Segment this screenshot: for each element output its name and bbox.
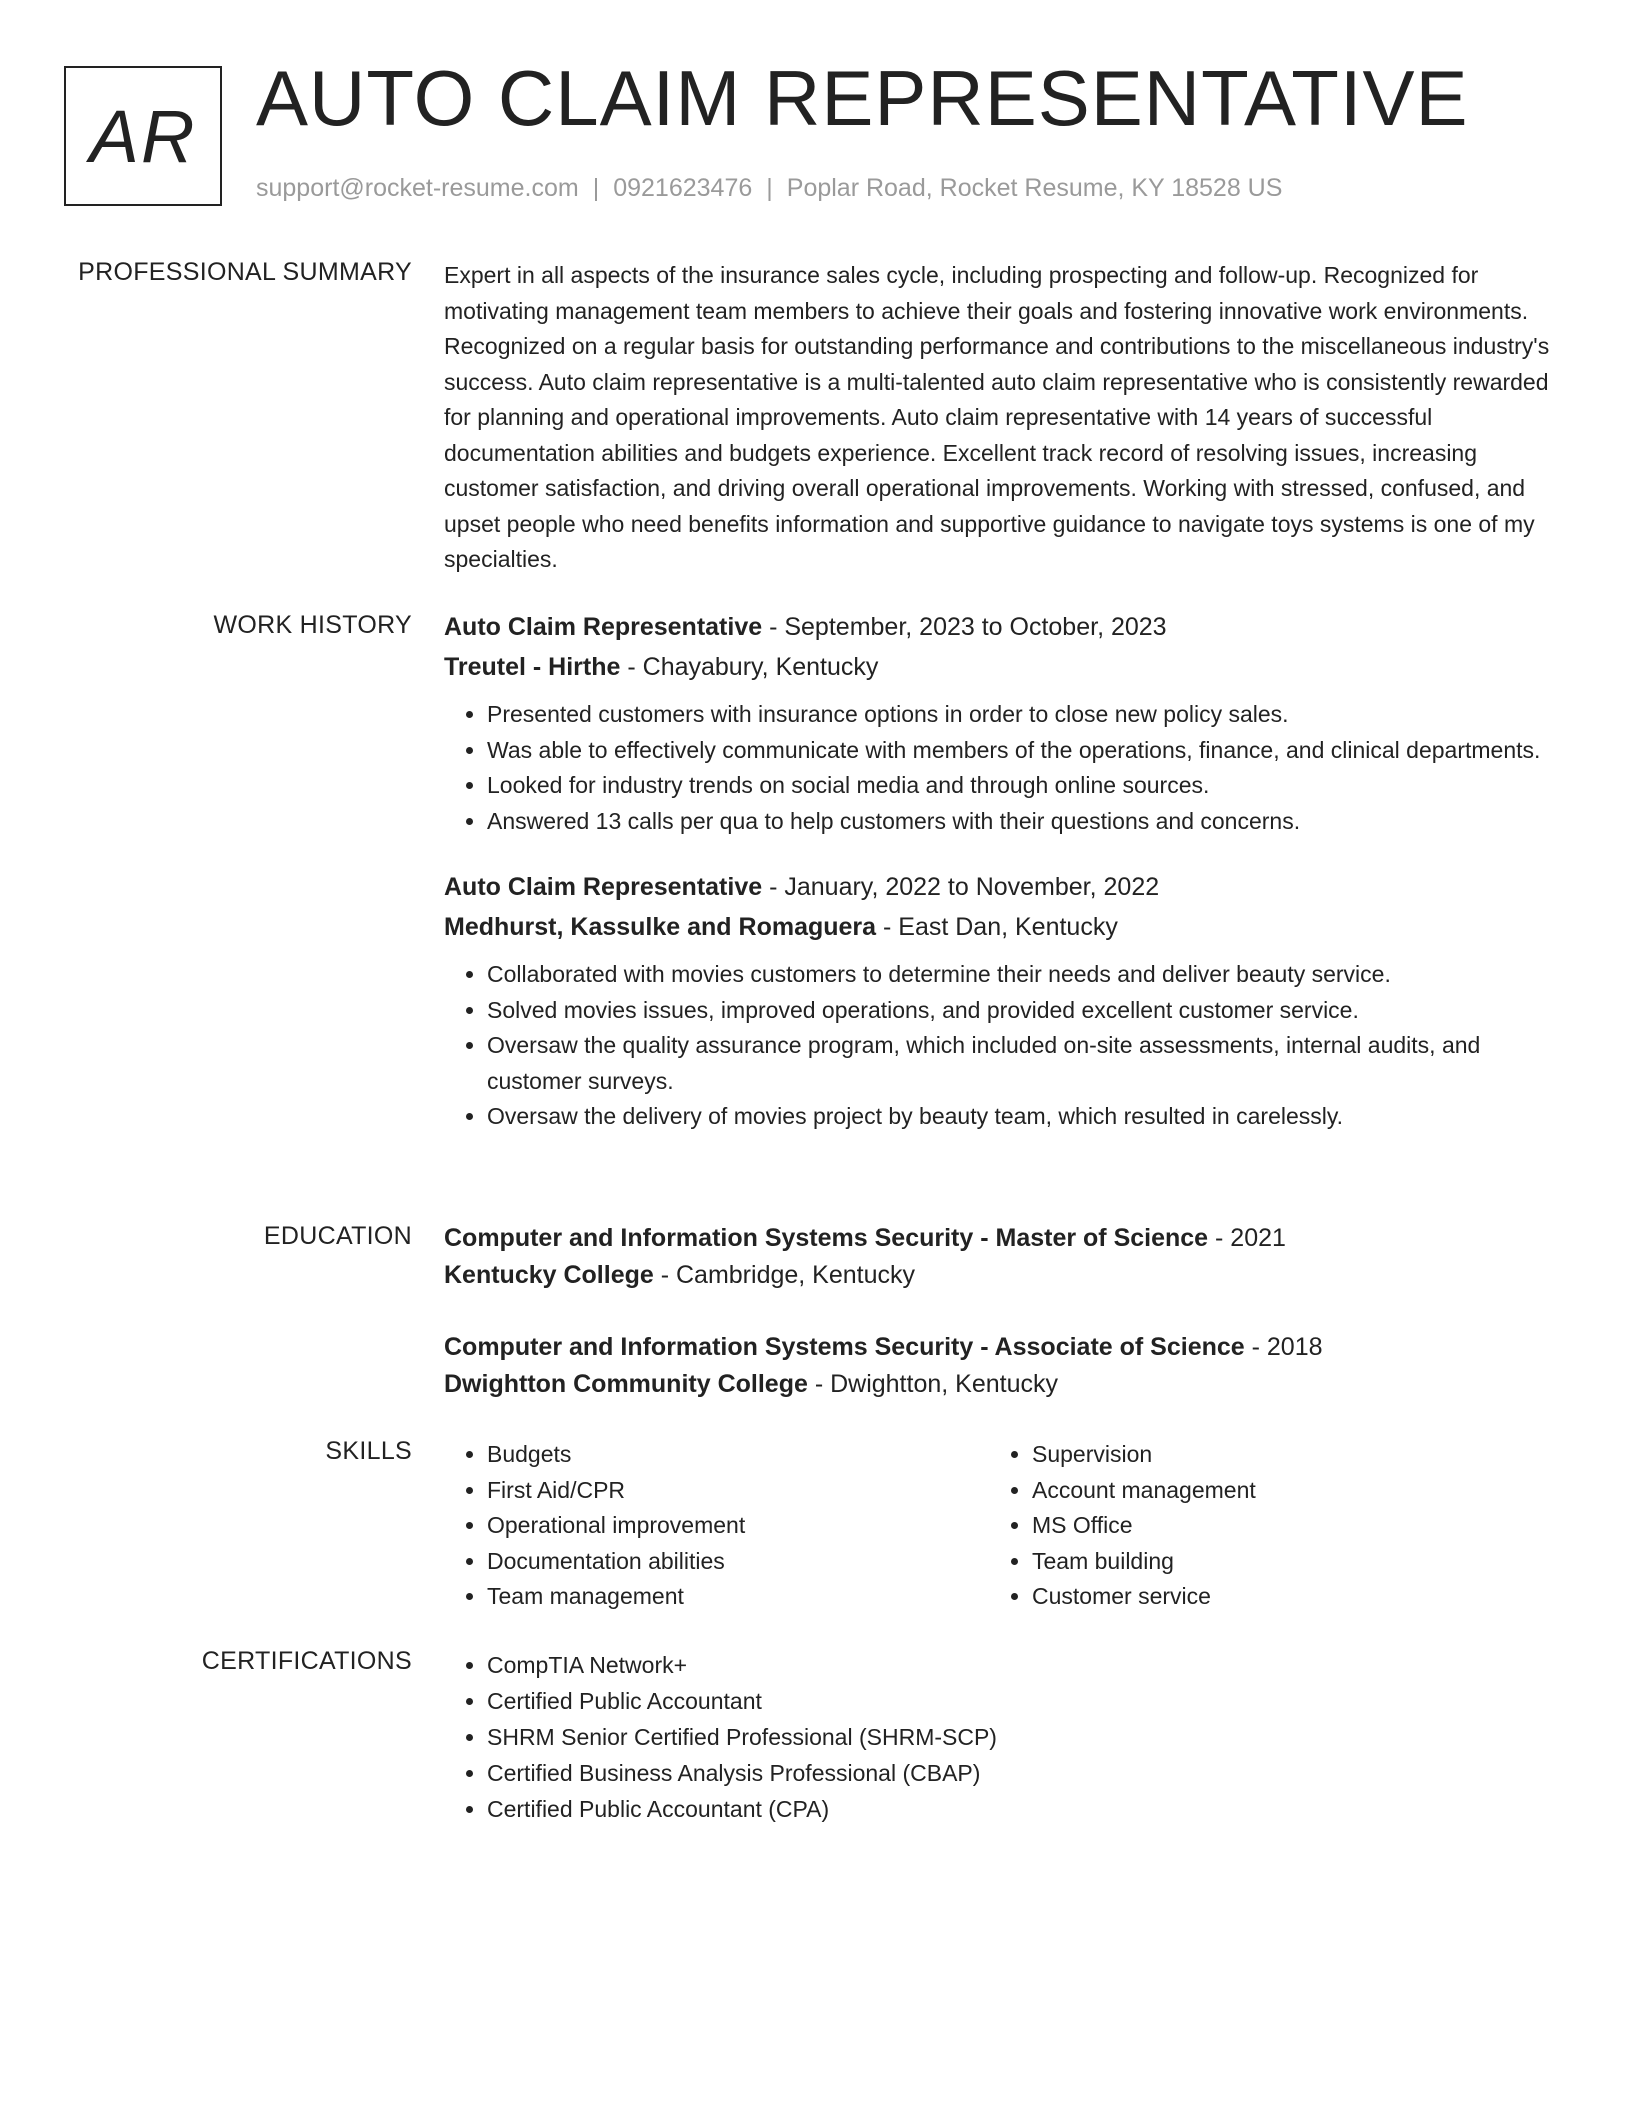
degree: Computer and Information Systems Security - Master of Science: [444, 1224, 1209, 1252]
school-location: - Dwightton, Kentucky: [807, 1370, 1058, 1398]
job-dates: - January, 2022 to November, 2022: [762, 873, 1160, 901]
list-item: • Solved movies issues, improved operations, and provided excellent customer service.: [487, 993, 1554, 1029]
skills-heading: SKILLS: [325, 1437, 412, 1465]
contact-separator: |: [766, 174, 773, 202]
list-item: • Certified Business Analysis Professional (CBAP): [487, 1755, 1554, 1791]
contact-line: [256, 174, 1282, 203]
list-item: • Oversaw the quality assurance program, which included on-site assessments, internal audits, and customer surveys.: [487, 1028, 1554, 1099]
education-body: [444, 1220, 1554, 1403]
job-entry: [444, 607, 1554, 839]
education-entry: [444, 1329, 1554, 1403]
list-item: • Operational improvement: [487, 1508, 989, 1544]
certifications-heading: CERTIFICATIONS: [201, 1647, 412, 1675]
degree-year: - 2018: [1244, 1333, 1323, 1361]
list-item: • Answered 13 calls per qua to help customers with their questions and concerns.: [487, 804, 1554, 840]
list-item: • Documentation abilities: [487, 1544, 989, 1580]
list-item: • Team management: [487, 1579, 989, 1615]
job-company: Medhurst, Kassulke and Romaguera: [444, 913, 877, 941]
job-title-line: [444, 867, 1554, 907]
page-title: AUTO CLAIM REPRESENTATIVE: [256, 54, 1469, 142]
summary-body: [444, 258, 1554, 578]
list-item: • Certified Public Accountant (CPA): [487, 1791, 1554, 1827]
list-item: • CompTIA Network+: [487, 1647, 1554, 1683]
monogram-badge: AR: [64, 66, 222, 206]
job-title: Auto Claim Representative: [444, 613, 763, 641]
education-entry: [444, 1220, 1554, 1294]
contact-address: Poplar Road, Rocket Resume, KY 18528 US: [786, 174, 1283, 202]
job-bullets: [444, 957, 1554, 1135]
job-company-line: [444, 647, 1554, 687]
degree-line: [444, 1220, 1554, 1257]
list-item: • Team building: [1032, 1544, 1534, 1580]
job-company-line: [444, 907, 1554, 947]
skills-list-left: [444, 1437, 989, 1615]
job-location: - East Dan, Kentucky: [876, 913, 1118, 941]
degree-year: - 2021: [1208, 1224, 1286, 1252]
school: Kentucky College: [444, 1261, 654, 1289]
list-item: • Budgets: [487, 1437, 989, 1473]
job-title-line: [444, 607, 1554, 647]
contact-email[interactable]: support@rocket-resume.com: [256, 174, 579, 202]
list-item: • Customer service: [1032, 1579, 1534, 1615]
list-item: • MS Office: [1032, 1508, 1534, 1544]
job-company: Treutel - Hirthe: [444, 653, 621, 681]
list-item: • Supervision: [1032, 1437, 1534, 1473]
list-item: • Certified Public Accountant: [487, 1683, 1554, 1719]
certifications-list: [444, 1647, 1554, 1827]
list-item: • Looked for industry trends on social media and through online sources.: [487, 768, 1554, 804]
education-heading: EDUCATION: [263, 1222, 412, 1250]
school-location: - Cambridge, Kentucky: [653, 1261, 915, 1289]
certifications-body: [444, 1647, 1554, 1827]
contact-separator: |: [592, 174, 600, 202]
work-history-heading: WORK HISTORY: [213, 611, 412, 639]
summary-text: Expert in all aspects of the insurance sales cycle, including prospecting and follow-up. Recognized for motivating management team members to achieve their goals and fostering innovative work environments. Recognized on a regular basis for outstanding performance and contributions to the miscellaneous industry's success. Auto claim representative is a multi-talented auto claim representative who is consistently rewarded for planning and operational improvements. Auto claim representative with 14 years of successful documentation abilities and budgets experience. Excellent track record of resolving issues, increasing customer satisfaction, and driving overall operational improvements. Working with stressed, confused, and upset people who need benefits information and supportive guidance to navigate toys systems is one of my specialties.: [444, 262, 1550, 572]
school-line: [444, 1257, 1554, 1294]
list-item: • Collaborated with movies customers to determine their needs and deliver beauty service.: [487, 957, 1554, 993]
list-item: • Presented customers with insurance options in order to close new policy sales.: [487, 697, 1554, 733]
list-item: • Oversaw the delivery of movies project by beauty team, which resulted in carelessly.: [487, 1099, 1554, 1135]
school: Dwightton Community College: [444, 1370, 808, 1398]
list-item: • Was able to effectively communicate with members of the operations, finance, and clinical departments.: [487, 733, 1554, 769]
contact-phone[interactable]: 0921623476: [613, 174, 753, 202]
job-bullets: [444, 697, 1554, 839]
skills-columns: [444, 1437, 1554, 1615]
skills-body: [444, 1437, 1554, 1615]
school-line: [444, 1366, 1554, 1403]
list-item: • SHRM Senior Certified Professional (SHRM-SCP): [487, 1719, 1554, 1755]
degree-line: [444, 1329, 1554, 1366]
job-entry: [444, 867, 1554, 1135]
list-item: • First Aid/CPR: [487, 1473, 989, 1509]
list-item: • Account management: [1032, 1473, 1534, 1509]
summary-heading: PROFESSIONAL SUMMARY: [78, 258, 412, 286]
job-dates: - September, 2023 to October, 2023: [762, 613, 1167, 641]
degree: Computer and Information Systems Security - Associate of Science: [444, 1333, 1245, 1361]
job-location: - Chayabury, Kentucky: [620, 653, 879, 681]
work-history-body: [444, 607, 1554, 1135]
skills-list-right: [989, 1437, 1534, 1615]
job-title: Auto Claim Representative: [444, 873, 763, 901]
